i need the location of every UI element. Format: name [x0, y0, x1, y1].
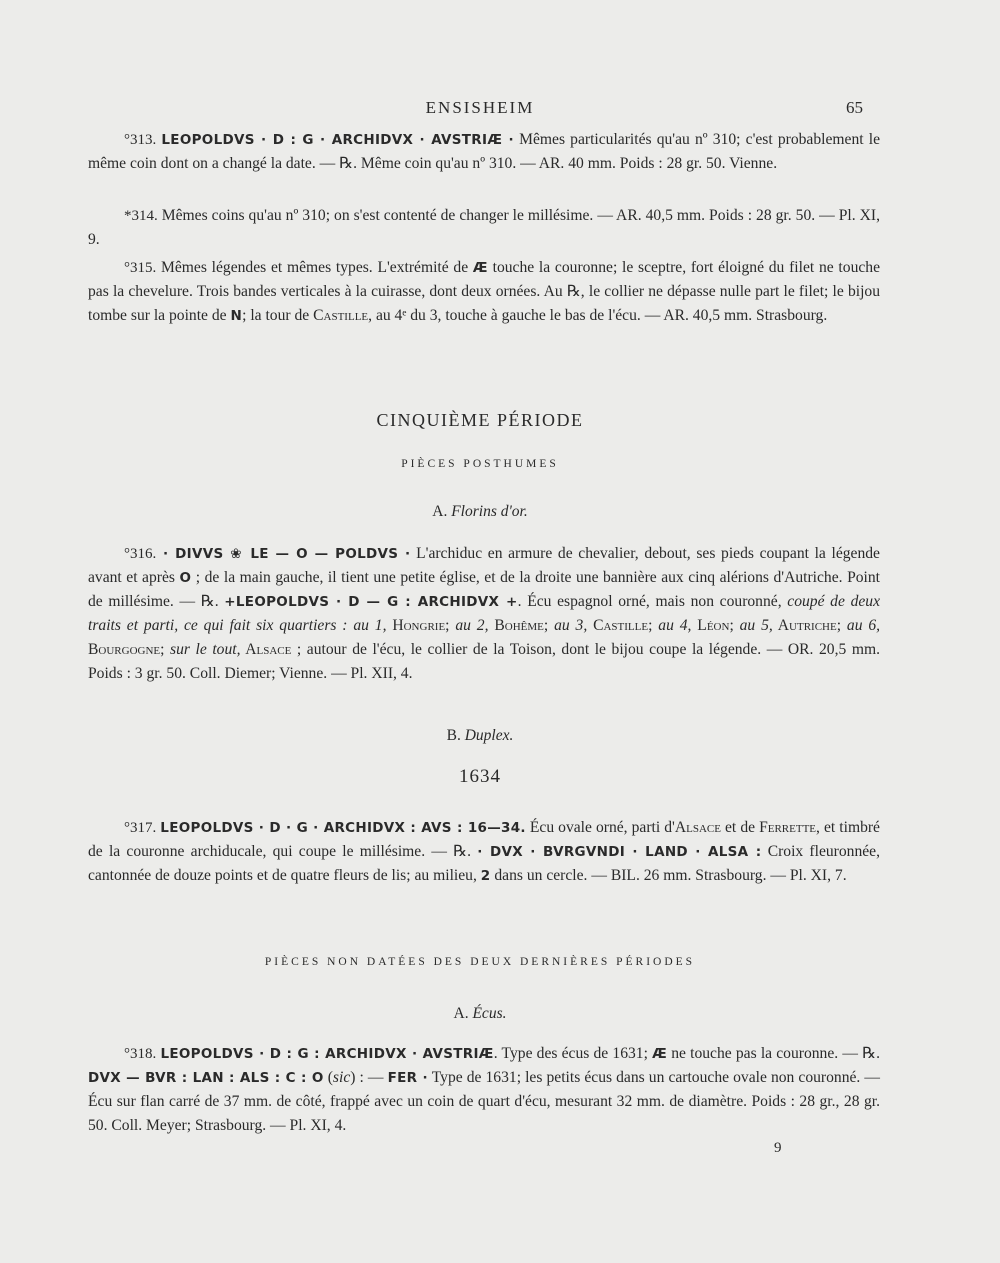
entry-text: et de [720, 819, 760, 836]
subsection-heading-b [0, 727, 960, 745]
entry-text: ; [445, 617, 456, 634]
entry-text: Écu ovale orné, parti d' [525, 819, 675, 836]
entry-text: . Écu espagnol orné, mais non couronné, [517, 593, 788, 610]
entry-text: ; [160, 641, 171, 658]
coin-legend: 2 [480, 868, 491, 884]
coin-legend: O [179, 570, 192, 586]
entry-text: ; autour de l'écu, le collier de la Toison, dont le bijou coupe la légende. — OR. 20,5 mm. Poids : 3 gr. 50. Coll. Diemer; Vienne. — Pl. XII, 4. [88, 641, 881, 682]
heraldic-term: Ferrette [759, 819, 817, 836]
heraldic-term: Alsace [674, 819, 721, 836]
coin-legend: +LEOPOLDVS · D — G : ARCHIDVX + [224, 594, 518, 610]
italic-text: sic [332, 1069, 351, 1086]
entry-text: ( [323, 1069, 333, 1086]
running-head [0, 98, 1000, 122]
section-heading-period: CINQUIÈME PÉRIODE [376, 410, 584, 430]
coin-legend: · DVX · BVRGVNDI · LAND · ALSA : [477, 844, 762, 860]
coin-legend: LEOPOLDVS · D : G · ARCHIDVX · AVSTRIÆ · [161, 132, 514, 148]
heraldic-term: Léon [691, 617, 730, 634]
coin-legend: FER · [387, 1070, 428, 1086]
section-heading-undated: PIÈCES NON DATÉES DES DEUX DERNIÈRES PÉRIODES [264, 956, 696, 968]
coin-legend: DVX — BVR : LAN : ALS : C : O [88, 1070, 324, 1086]
entry-text: Type de 1631; les petits écus dans un cartouche ovale non couronné. — Écu sur flan carré de 37 mm. de côté, frappé avec un coin de quart d'écu, mesurant 32 mm. de diamètre. Poids : 28 gr., 28 gr. 50. Coll. Meyer; Strasbourg. — Pl. XI, 4. [88, 1069, 880, 1134]
entry-number: °313. [124, 132, 157, 148]
entry-number: °315. [124, 260, 157, 276]
entry-text: ; [836, 617, 847, 634]
heraldic-term: Bourgogne [88, 641, 161, 658]
italic-text: coupé de deux traits et parti, ce qui fait six quartiers : au 1, [88, 593, 881, 634]
entry-text: , au 4ᵉ du 3, touche à gauche le bas de l'écu. — AR. 40,5 mm. Strasbourg. [368, 307, 828, 324]
italic-text: au 2, [455, 617, 489, 634]
entry-text: , et timbré de la couronne archiducale, qui coupe le millésime. — ℞. [88, 819, 880, 860]
entry-text: ; de la main gauche, il tient une petite église, et de la droite une bannière aux cinq alérions d'Autriche. Point de millésime. — ℞. [88, 569, 880, 610]
italic-text: au 4, [658, 617, 692, 634]
entry-text: Croix fleuronnée, cantonnée de douze points et de quatre fleurs de lis; au milieu, [88, 843, 881, 884]
coin-legend: · DIVVS ❀ LE — O — POLDVS · [156, 546, 411, 562]
page-number: 65 [846, 98, 863, 117]
entry-315 [88, 256, 880, 328]
entry-text: Mêmes particularités qu'au nº 310; c'est probablement le même coin dont on a changé la date. — ℞. Même coin qu'au nº 310. — AR. 40 mm. Poids : 28 gr. 50. Vienne. [88, 131, 880, 172]
heraldic-term: Castille [587, 617, 649, 634]
italic-text: au 6, [846, 617, 881, 634]
signature-mark: 9 [774, 1140, 782, 1156]
running-title: ENSISHEIM [425, 98, 535, 117]
coin-legend: LEOPOLDVS · D · G · ARCHIDVX : AVS : 16—34. [160, 820, 526, 836]
italic-text: sur le tout, [170, 641, 241, 658]
entry-text: ne touche pas la couronne. — ℞. [667, 1045, 880, 1062]
entry-text: dans un cercle. — BIL. 26 mm. Strasbourg. — Pl. XI, 7. [490, 867, 847, 884]
subsection-heading-a [0, 503, 960, 521]
coin-legend: Æ [472, 260, 488, 276]
subsection-letter: A. [453, 1005, 469, 1022]
coin-legend: LEOPOLDVS · D : G : ARCHIDVX · AVSTRIÆ [160, 1046, 494, 1062]
subsection-title: Florins d'or. [451, 503, 528, 520]
heraldic-term: Alsace [240, 641, 292, 658]
heraldic-term: Castille [313, 307, 369, 324]
subsection-heading-ecus [0, 1005, 960, 1023]
heraldic-term: Bohême [488, 617, 544, 634]
entry-text: ; [729, 617, 740, 634]
entry-314 [88, 204, 880, 252]
coin-legend: N [230, 308, 243, 324]
entry-text: ; la tour de [242, 307, 314, 324]
entry-number: °317. [124, 820, 157, 836]
heraldic-term: Hongrie [386, 617, 446, 634]
entry-text: ) : — [350, 1069, 388, 1086]
subsection-title: Écus. [472, 1005, 507, 1022]
section-subheading: PIÈCES POSTHUMES [401, 458, 559, 470]
entry-text: Mêmes coins qu'au nº 310; on s'est contenté de changer le millésime. — AR. 40,5 mm. Poids : 28 gr. 50. — Pl. XI, 9. [88, 207, 880, 248]
italic-text: au 5, [739, 617, 773, 634]
subsection-letter: B. [446, 727, 461, 744]
year-heading: 1634 [459, 766, 501, 787]
coin-legend: Æ [652, 1046, 668, 1062]
entry-317 [88, 816, 880, 888]
entry-318 [88, 1042, 880, 1138]
entry-number: °316. [124, 546, 157, 562]
entry-text: touche la couronne; le sceptre, fort éloigné du filet ne touche pas la chevelure. Trois bandes verticales à la cuirasse, dont deux ornées. Au ℞, le collier ne dépasse nulle part le filet; le bijou tombe sur la pointe de [88, 259, 881, 324]
entry-number: °318. [124, 1046, 157, 1062]
entry-text: Mêmes légendes et mêmes types. L'extrémité de [156, 259, 473, 276]
entry-text: ; [648, 617, 659, 634]
entry-text: ; [543, 617, 555, 634]
heraldic-term: Autriche [772, 617, 837, 634]
entry-text: L'archiduc en armure de chevalier, debout, ses pieds coupant la légende avant et après [88, 545, 880, 586]
entry-313 [88, 128, 880, 176]
italic-text: au 3, [554, 617, 588, 634]
entry-number: *314. [124, 208, 158, 224]
entry-text: . Type des écus de 1631; [493, 1045, 653, 1062]
subsection-title: Duplex. [464, 727, 514, 744]
subsection-letter: A. [432, 503, 448, 520]
entry-316 [88, 542, 880, 686]
